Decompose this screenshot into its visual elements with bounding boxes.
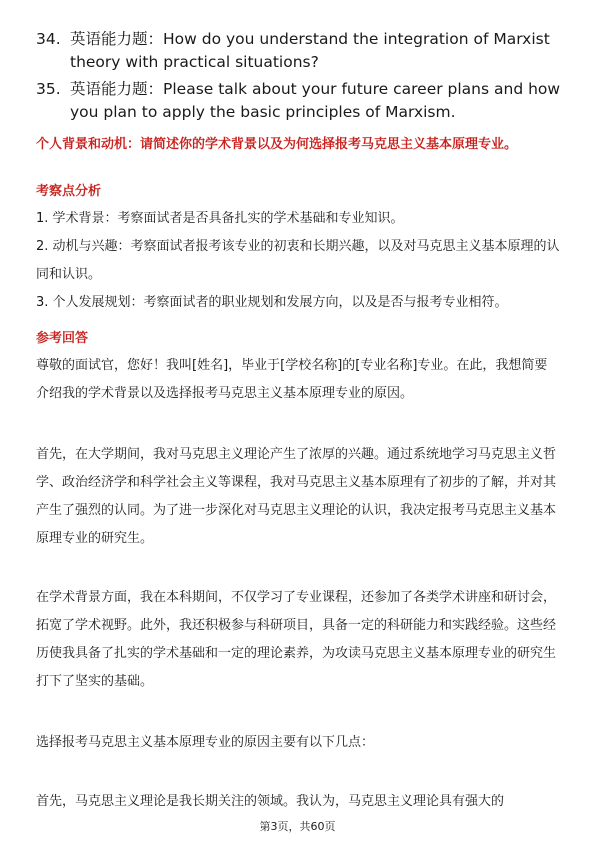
- answer-paragraph: 首先，马克思主义理论是我长期关注的领域。我认为，马克思主义理论具有强大的: [36, 794, 505, 809]
- section-title: 个人背景和动机：请简述你的学术背景以及为何选择报考马克思主义基本原理专业。: [36, 137, 518, 152]
- page-footer: 第3页，共60页: [259, 820, 336, 833]
- analysis-item: 3. 个人发展规划：考察面试者的职业规划和发展方向，以及是否与报考专业相符。: [36, 295, 508, 310]
- analysis-item: 1. 学术背景：考察面试者是否具备扎实的学术基础和专业知识。: [36, 211, 404, 226]
- answer-heading: 参考回答: [36, 331, 89, 346]
- analysis-item: 2. 动机与兴趣：考察面试者报考该专业的初衷和长期兴趣，以及对马克思主义基本原理的认同和认识。: [36, 239, 560, 282]
- analysis-heading: 考察点分析: [36, 184, 102, 199]
- question-number: 35.: [36, 80, 61, 98]
- question-text: 英语能力题：Please talk about your future career plans and how you plan to apply the basic principles of Marxism.: [70, 80, 561, 121]
- question-35: [36, 78, 566, 124]
- question-text: 英语能力题：How do you understand the integration of Marxist theory with practical situations?: [70, 30, 550, 71]
- question-34: [36, 28, 566, 74]
- answer-paragraph: 尊敬的面试官，您好！我叫[姓名]，毕业于[学校名称]的[专业名称]专业。在此，我想简要介绍我的学术背景以及选择报考马克思主义基本原理专业的原因。: [36, 358, 548, 401]
- answer-paragraph: 选择报考马克思主义基本原理专业的原因主要有以下几点：: [36, 735, 375, 750]
- question-number: 34.: [36, 30, 61, 48]
- answer-paragraph: 首先，在大学期间，我对马克思主义理论产生了浓厚的兴趣。通过系统地学习马克思主义哲学、政治经济学和科学社会主义等课程，我对马克思主义基本原理有了初步的了解，并对其产生了强烈的认同。为了进一步深化对马克思主义理论的认识，我决定报考马克思主义基本原理专业的研究生。: [36, 447, 557, 546]
- answer-paragraph: 在学术背景方面，我在本科期间，不仅学习了专业课程，还参加了各类学术讲座和研讨会，拓宽了学术视野。此外，我还积极参与科研项目，具备一定的科研能力和实践经验。这些经历使我具备了扎实的学术基础和一定的理论素养，为攻读马克思主义基本原理专业的研究生打下了坚实的基础。: [36, 590, 557, 689]
